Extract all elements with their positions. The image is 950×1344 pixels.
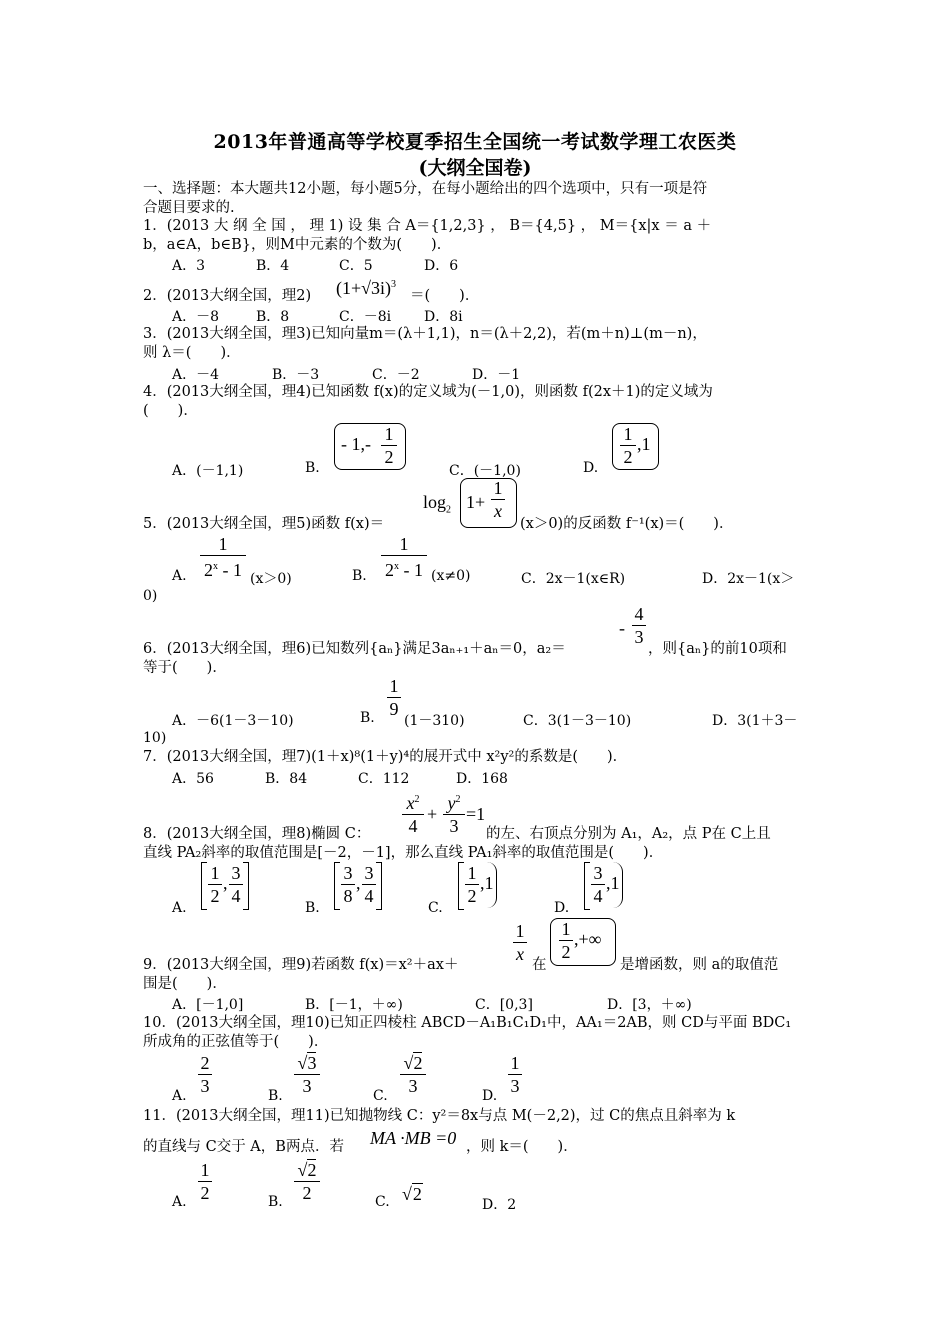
q5-stem-suffix: (x＞0)的反函数 f⁻¹(x)＝( )． (520, 516, 734, 532)
q10-option-a-fraction: 2 3 (198, 1053, 212, 1096)
q4-option-d-fraction: 1 2 (620, 424, 636, 467)
q8-option-c-label: C. (428, 900, 443, 916)
q11-option-b-fraction: √2 2 (294, 1160, 320, 1203)
q9-stem-line1-tail: 是增函数，则 a的取值范 (620, 957, 779, 973)
q9-fraction: 1 x (513, 921, 527, 964)
q4-option-d-label: D. (583, 460, 599, 476)
q9-interval-right: ,+∞ (574, 929, 602, 949)
q11-vector-condition: MA ·MB =0 (370, 1128, 457, 1148)
q8-ellipse-rhs: =1 (466, 804, 486, 824)
q11-option-a-fraction: 1 2 (198, 1160, 212, 1203)
exam-title: 2013年普通高等学校夏季招生全国统一考试数学理工农医类 (213, 131, 737, 153)
q2-stem-suffix: ＝( )． (410, 288, 480, 304)
q3-stem-line2: 则 λ＝( )． (143, 345, 241, 361)
q8-option-b-frac1: 3 8 (341, 863, 355, 906)
q8-option-a-label: A. (172, 900, 187, 916)
q2-stem-prefix: 2．(2013大纲全国，理2) (143, 288, 312, 304)
q5-option-a-tail: (x＞0) (250, 571, 292, 587)
q7-option-a: A．56 (172, 771, 214, 787)
q9-option-d: D．[3，＋∞) (607, 997, 692, 1013)
q1-option-c: C．5 (339, 258, 373, 274)
q8-option-a-frac1: 1 2 (208, 863, 222, 906)
q5-option-a-fraction: 1 2$^x$ - 1 (200, 534, 246, 580)
q10-option-c-label: C. (373, 1088, 388, 1104)
q8-option-a-comma: , (223, 873, 228, 893)
q10-option-b-label: B. (268, 1088, 283, 1104)
q3-option-d: D．－1 (472, 367, 521, 383)
q6-option-a: A．－6(1－3－10) (172, 713, 294, 729)
q5-inner-left: 1+ (466, 492, 486, 512)
q4-option-b-fraction: 1 2 (381, 424, 397, 467)
q8-ellipse-plus: + (427, 804, 438, 824)
q11-option-c-label: C. (375, 1194, 390, 1210)
q8-option-d-label: D. (554, 900, 570, 916)
q4-option-b-left: - 1,- (341, 434, 371, 454)
q8-option-c-bracket-left (458, 862, 464, 910)
q3-option-b: B．－3 (272, 367, 320, 383)
q8-option-d-right: ,1 (606, 873, 620, 893)
q7-option-d: D．168 (456, 771, 508, 787)
q11-stem-line2a: 的直线与 C交于 A，B两点．若 (143, 1139, 344, 1155)
q7-option-b: B．84 (265, 771, 308, 787)
q7-stem: 7．(2013大纲全国，理7)(1＋x)⁸(1＋y)⁴的展开式中 x²y²的系数是( )． (143, 749, 628, 765)
section-intro-line1: 一、选择题：本大题共12小题，每小题5分，在每小题给出的四个选项中，只有一项是符 (143, 181, 708, 197)
q8-option-b-comma: , (356, 873, 361, 893)
q5-option-d-wrap: 0) (143, 588, 158, 604)
q5-option-d: D．2x－1(x＞ (702, 571, 795, 587)
q4-option-a: A．(－1,1) (172, 463, 244, 479)
q8-option-d-frac: 3 4 (591, 863, 605, 906)
q4-option-b-label: B. (305, 460, 320, 476)
q8-stem-line1-tail: 的左、右顶点分别为 A₁，A₂，点 P在 C上且 (486, 826, 771, 842)
q5-inner-fraction: 1 x (491, 478, 505, 521)
q10-option-d-fraction: 1 3 (508, 1053, 522, 1096)
q5-option-c: C．2x－1(x∈R) (521, 571, 626, 587)
q3-option-c: C．－2 (372, 367, 420, 383)
q6-option-d-wrap: 10) (143, 730, 167, 746)
q8-option-c-frac: 1 2 (465, 863, 479, 906)
q8-stem-line2: 直线 PA₂斜率的取值范围是[－2，－1]，那么直线 PA₁斜率的取值范围是( )． (143, 845, 664, 861)
q11-option-b-label: B. (268, 1194, 283, 1210)
q5-option-a-label: A. (172, 568, 187, 584)
q9-option-b: B．[－1，＋∞) (305, 997, 403, 1013)
q10-option-b-fraction: √3 3 (294, 1053, 320, 1096)
q5-option-b-tail: (x≠0) (431, 568, 471, 584)
q11-option-a-label: A. (172, 1194, 187, 1210)
q2-option-d: D．8i (424, 309, 463, 325)
exam-subtitle: (大纲全国卷) (418, 157, 532, 179)
q1-option-a: A．3 (172, 258, 206, 274)
q4-stem-line2: ( )． (143, 403, 198, 419)
q11-stem-line1: 11．(2013大纲全国，理11)已知抛物线 C：y²＝8x与点 M(－2,2)，过 C的焦点且斜率为 k (143, 1108, 736, 1124)
q8-option-b-label: B. (305, 900, 320, 916)
q9-stem-line1: 9．(2013大纲全国，理9)若函数 f(x)＝x²＋ax＋ (143, 957, 459, 973)
q7-option-c: C．112 (358, 771, 410, 787)
q1-stem-line1: 1．(2013 大 纲 全 国 ， 理 1) 设 集 合 A＝{1,2,3} ， B＝{4,5} ， M＝{x|x ＝ a ＋ (143, 218, 712, 234)
q10-option-c-fraction: √2 3 (400, 1053, 426, 1096)
q11-option-d: D．2 (482, 1197, 517, 1213)
q8-ellipse-y-term: $y^2$ 3 (443, 790, 465, 836)
q8-ellipse-x-term: $x^2$ 4 (402, 790, 424, 836)
q6-option-b-tail: (1－310) (404, 713, 465, 729)
q5-stem-prefix: 5．(2013大纲全国，理5)函数 f(x)＝ (143, 516, 385, 532)
q1-stem-line2: b，a∈A，b∈B}，则M中元素的个数为( )． (143, 237, 452, 253)
q2-expression: $(1+√3i)^3$ (336, 278, 397, 298)
q6-stem-line1-tail: ，则{aₙ}的前10项和 (648, 641, 787, 657)
q6-option-c: C．3(1－3－10) (523, 713, 632, 729)
q3-stem-line1: 3．(2013大纲全国，理3)已知向量m＝(λ＋1,1)，n＝(λ＋2,2)，若(m＋n)⊥(m－n)， (143, 326, 707, 342)
q8-option-a-bracket-left (201, 862, 207, 910)
q10-stem-line2: 所成角的正弦值等于( )． (143, 1034, 329, 1050)
q1-option-d: D．6 (424, 258, 459, 274)
q5-log: $\log_2$ (423, 492, 452, 516)
q5-option-b-fraction: 1 2$^x$ - 1 (381, 534, 427, 580)
q4-option-c: C．(－1,0) (449, 463, 521, 479)
q4-option-d-right: ,1 (637, 434, 651, 454)
q6-option-d: D．3(1＋3－ (712, 713, 798, 729)
q8-option-b-frac2: 3 4 (362, 863, 376, 906)
q8-stem-line1: 8．(2013大纲全国，理8)椭圆 C： (143, 826, 371, 842)
section-intro-line2: 合题目要求的. (143, 200, 235, 216)
q9-option-c: C．[0,3] (475, 997, 533, 1013)
q11-stem-line2b: ，则 k＝( )． (466, 1139, 578, 1155)
q5-option-b-label: B. (352, 568, 367, 584)
q8-option-c-right: ,1 (480, 873, 494, 893)
q9-in: 在 (532, 957, 547, 973)
q1-option-b: B．4 (256, 258, 290, 274)
q6-fraction: 4 3 (632, 604, 646, 647)
q8-option-b-bracket-left (334, 862, 340, 910)
q8-option-a-frac2: 3 4 (229, 863, 243, 906)
q8-option-c-paren-right (482, 862, 497, 908)
q10-option-a-label: A. (172, 1088, 187, 1104)
q11-option-c-sqrt: √2 (402, 1184, 422, 1204)
q6-option-b-label: B. (360, 710, 375, 726)
q6-stem-line1: 6．(2013大纲全国，理6)已知数列{aₙ}满足3aₙ₊₁＋aₙ＝0，a₂＝ (143, 641, 566, 657)
q6-fraction-sign: - (619, 618, 625, 638)
q8-option-d-bracket-left (584, 862, 590, 910)
q6-stem-line2: 等于( )． (143, 660, 227, 676)
q3-option-a: A．－4 (172, 367, 220, 383)
q10-option-d-label: D. (482, 1088, 498, 1104)
q8-option-a-bracket-right (243, 862, 249, 910)
q10-stem-line1: 10．(2013大纲全国，理10)已知正四棱柱 ABCD－A₁B₁C₁D₁中，AA₁＝2AB，则 CD与平面 BDC₁ (143, 1015, 792, 1031)
q2-option-a: A．－8 (172, 309, 220, 325)
q9-interval-fraction: 1 2 (559, 919, 573, 962)
q9-option-a: A．[－1,0] (172, 997, 244, 1013)
q4-stem-line1: 4．(2013大纲全国，理4)已知函数 f(x)的定义域为(－1,0)，则函数 f(2x＋1)的定义域为 (143, 384, 713, 400)
q6-option-b-fraction: 1 9 (387, 676, 401, 719)
q9-stem-line2: 围是( )． (143, 976, 227, 992)
q8-option-d-paren-right (608, 862, 623, 908)
q2-option-b: B．8 (256, 309, 290, 325)
q2-option-c: C．－8i (339, 309, 392, 325)
q8-option-b-bracket-right (376, 862, 382, 910)
